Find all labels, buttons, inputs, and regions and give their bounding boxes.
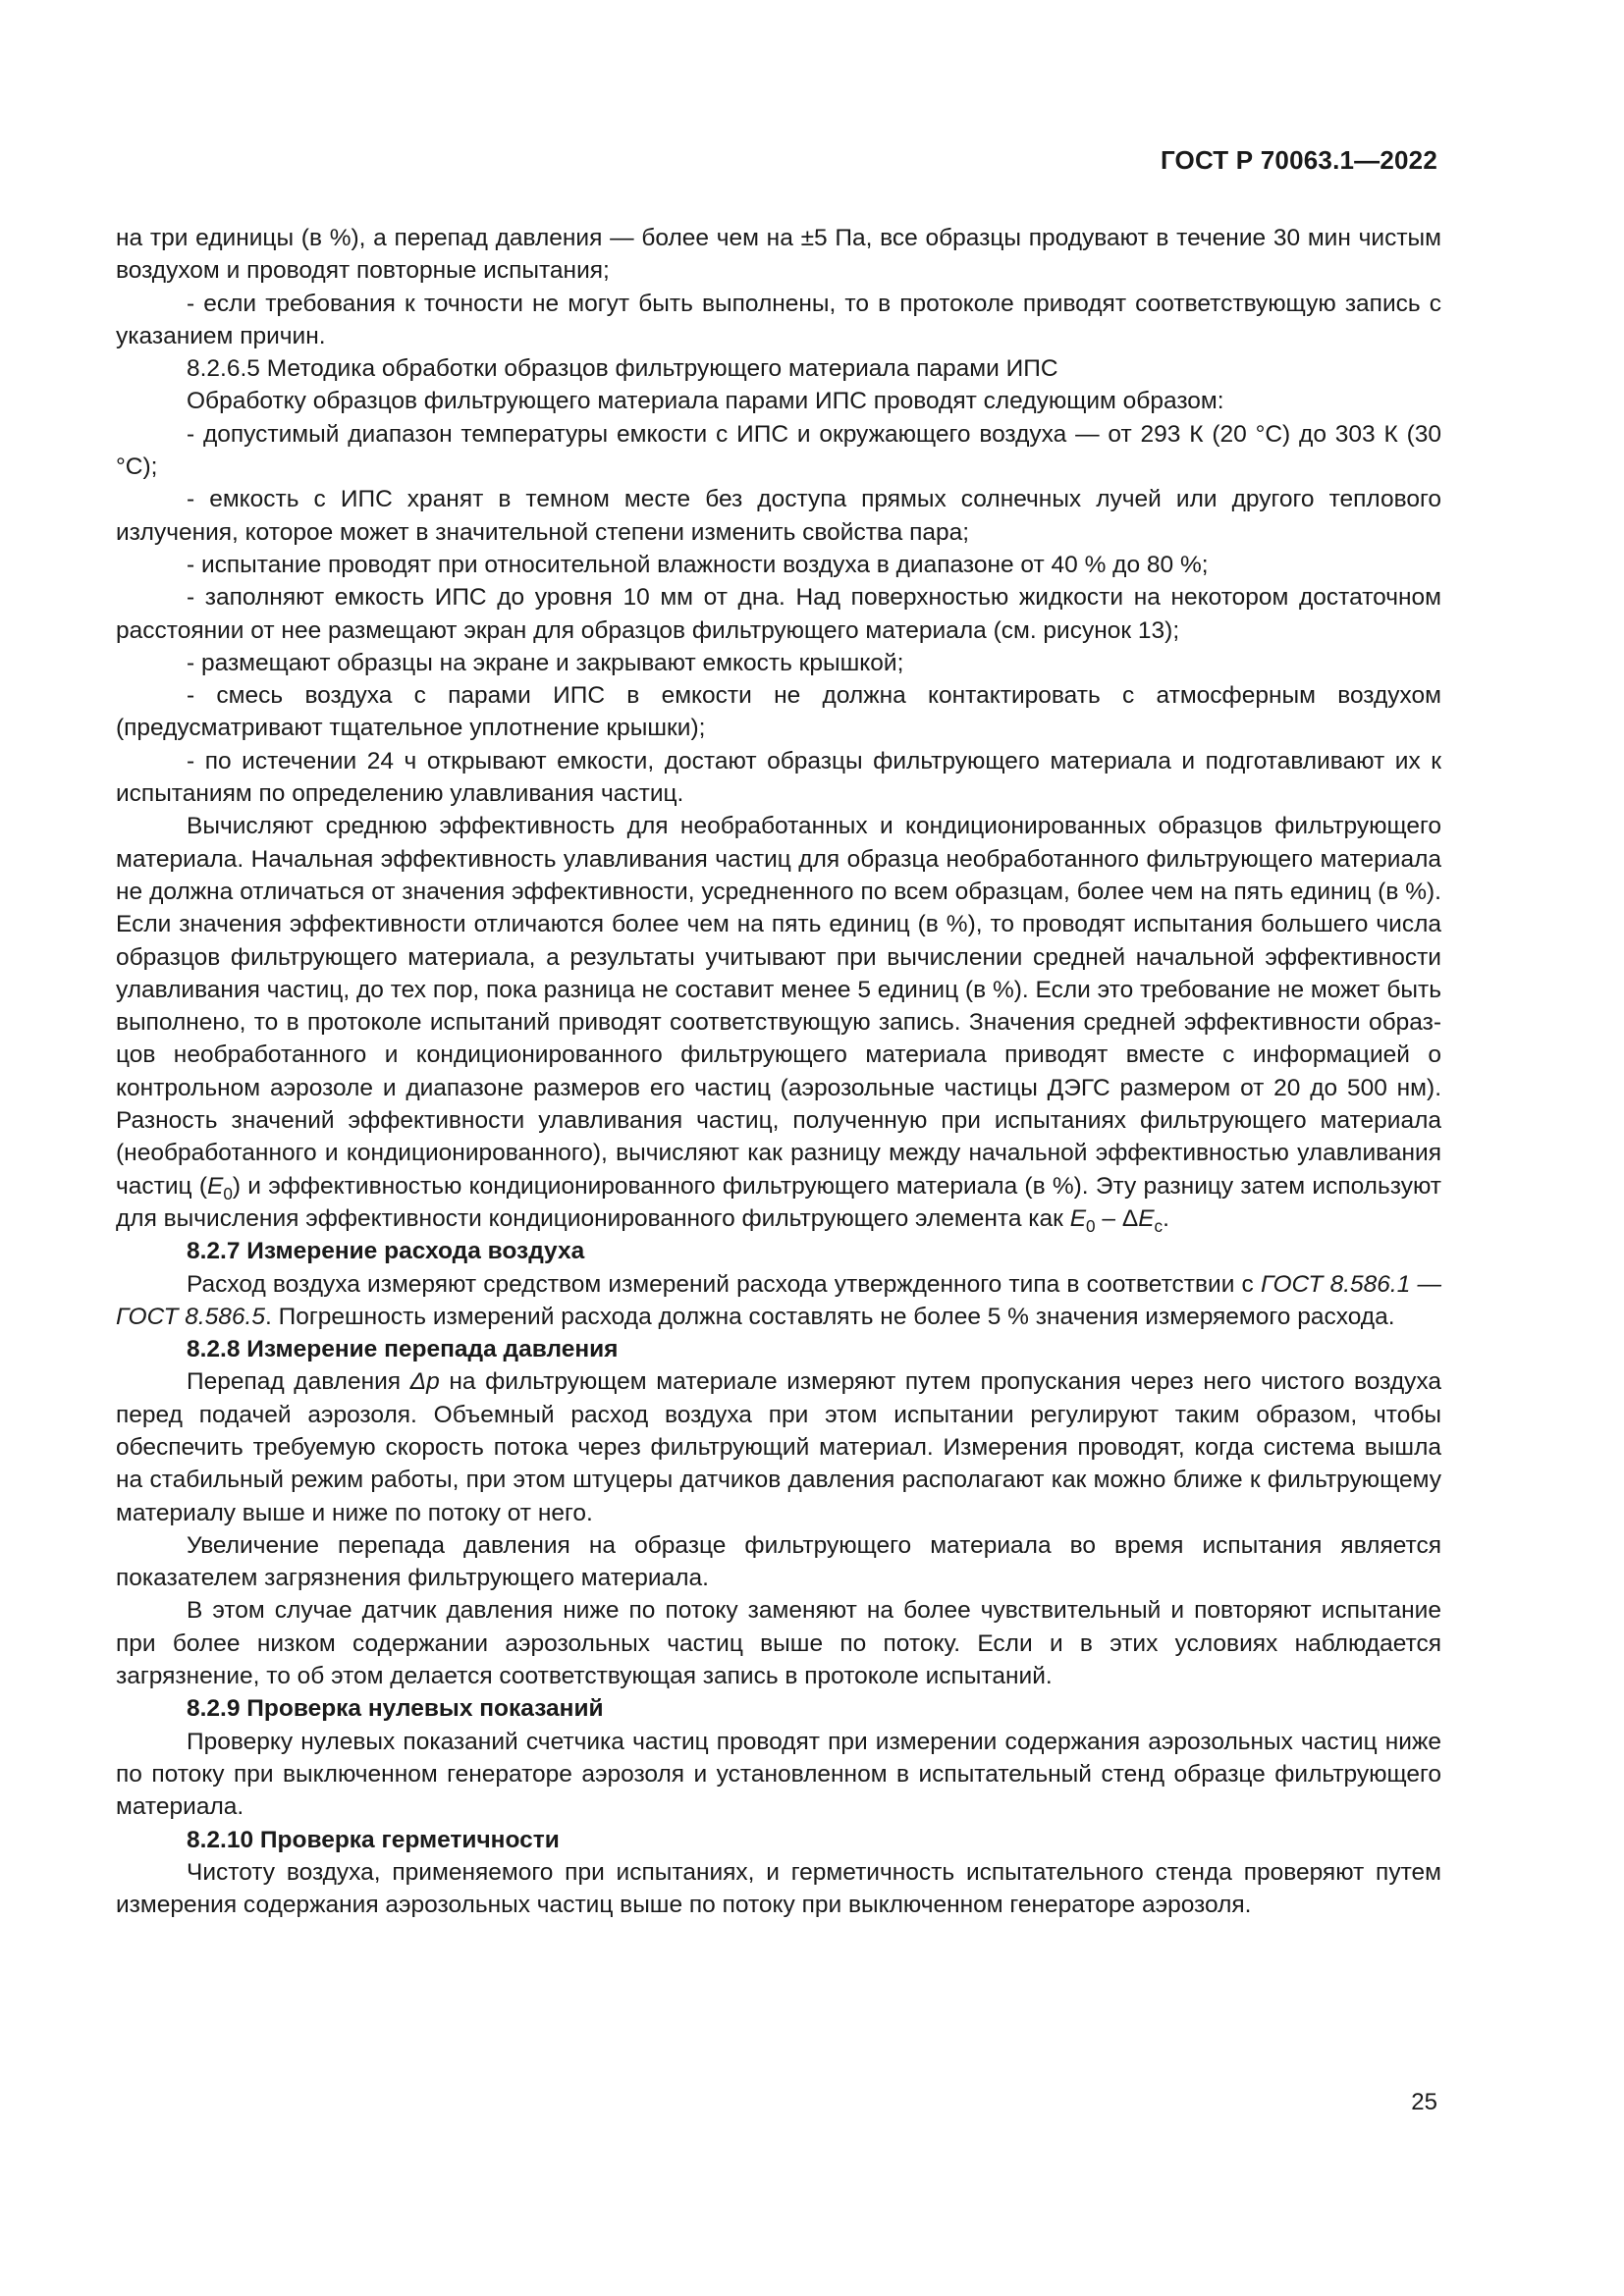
paragraph: - по истечении 24 ч открывают емкости, достают образцы фильтрующего материала и подготавливают их к испытаниям по определению улавливания частиц. — [116, 747, 1441, 808]
standard-reference: ГОСТ 8.586.1 — ГОСТ 8.586.5 — [116, 1270, 1441, 1330]
section-heading: 8.2.7 Измерение расхода воздуха — [187, 1238, 585, 1265]
paragraph: 8.2.6.5 Методика обработки образцов фильтрующего материала парами ИПС — [187, 355, 1058, 383]
paragraph: - если требования к точности не могут быть выполнены, то в протоколе приводят соответствующую запись с указанием причин. — [116, 290, 1441, 349]
paragraph: В этом случае датчик давления ниже по потоку заменяют на более чувствительный и повторяют испытание при более низком содержании аэрозольных частиц выше по потоку. Если и в этих условиях наблюдается загрязнение, то об этом делается соответствующая запись в протоколе испытаний. — [116, 1597, 1441, 1690]
symbol-e: E — [1138, 1204, 1155, 1232]
section-heading: 8.2.10 Проверка герметичности — [187, 1826, 560, 1853]
text-run: на фильтрующем материале измеряют путем пропускания через него чистого воздуха перед подачей аэрозоля. Объемный расход воздуха при этом испытании регулируют таким образом, чтобы обеспечить требуемую скорость потока через фильтрующий материал. Измерения проводят, когда система вышла на стабильный режим работы, при этом штуцеры датчиков давления располагают как можно ближе к фильтрующему материалу выше и ниже по потоку от него. — [116, 1368, 1441, 1526]
text-run: Расход воздуха измеряют средством измерений расхода утвержденного типа в соответствии с — [187, 1270, 1261, 1298]
text-run: ) и эффективностью кондиционированного фильтрующего материала (в %). Эту разницу затем используют для вычисления эффективности кондиционированного фильтрующего элемента как — [116, 1172, 1442, 1232]
formula-operator: – Δ — [1095, 1204, 1139, 1232]
document-body — [116, 222, 1441, 1921]
subscript: 0 — [1086, 1215, 1096, 1236]
paragraph: - смесь воздуха с парами ИПС в емкости не должна контактировать с атмосферным воздухом (предусматривают тщательное уплотнение крышки); — [116, 682, 1441, 742]
section-heading: 8.2.9 Проверка нулевых показаний — [187, 1695, 604, 1723]
symbol-e: E — [1069, 1204, 1087, 1232]
page-number: 25 — [1411, 2089, 1437, 2115]
paragraph-airflow — [116, 1268, 1441, 1334]
paragraph-pressure — [116, 1365, 1441, 1528]
paragraph: - допустимый диапазон температуры емкости с ИПС и окружающего воздуха — от 293 К (20 °С) до 303 К (30 °С); — [116, 420, 1441, 481]
symbol-e: E — [207, 1172, 224, 1200]
paragraph: - емкость с ИПС хранят в темном месте без доступа прямых солнечных лучей или другого теплового излучения, которое может в значительной степени изменить свойства пара; — [116, 486, 1441, 546]
paragraph: Увеличение перепада давления на образце фильтрующего материала во время испытания является показателем загрязнения фильтрующего материала. — [116, 1531, 1441, 1592]
subscript: c — [1154, 1215, 1164, 1236]
paragraph: Проверку нулевых показаний счетчика частиц проводят при измерении содержания аэрозольных частиц ниже по потоку при выключенном генераторе аэрозоля и установленном в испытательный стенд образце фильтрующего материала. — [116, 1728, 1441, 1821]
text-run: . — [1163, 1204, 1169, 1232]
paragraph: - заполняют емкость ИПС до уровня 10 мм от дна. Над поверхностью жидкости на некотором достаточном расстоянии от нее размещают экран для образцов фильтрующего материала (см. рисунок 13); — [116, 584, 1441, 644]
paragraph: Обработку образцов фильтрующего материала парами ИПС проводят следующим образом: — [187, 388, 1224, 415]
symbol-delta-p: Δp — [409, 1368, 440, 1396]
paragraph: Чистоту воздуха, применяемого при испытаниях, и герметичность испытательного стенда проверяют путем измерения содержания аэрозольных частиц выше по потоку при выключенном генераторе аэрозоля. — [116, 1858, 1441, 1919]
paragraph-efficiency — [116, 810, 1441, 1235]
text-run: Вычисляют среднюю эффективность для необработанных и кондиционированных образцов фильтрующего материала. Начальная эффективность улавливания частиц для образца необработанного фильтрующего материала не должна отличаться от значения эффективности, усредненного по всем образцам, более чем на пять единиц (в %). Если значения эффективности отличаются более чем на пять единиц (в %), то проводят испытания большего числа образцов фильтрующего материала, а результаты учитывают при вычислении средней начальной эффективности улавливания частиц, до тех пор, пока разница не составит менее 5 единиц (в %). Если это требование не может быть выполнено, то в протоколе испытаний приводят соответствующую запись. Значения средней эффективности образцов необработанного и кондиционированного фильтрующего материала приводят вместе с информацией о контрольном аэрозоле и диапазоне размеров его частиц (аэрозольные частицы ДЭГС размером от 20 до 500 нм). Разность значений эффективности улавливания частиц, полученную при испытаниях фильтрующего материала (необработанного и кондиционированного), вычисляют как разницу между начальной эффективностью улавливания частиц ( — [116, 813, 1441, 1200]
paragraph: на три единицы (в %), а перепад давления — более чем на ±5 Па, все образцы продувают в течение 30 мин чистым воздухом и проводят повторные испытания; — [116, 225, 1441, 285]
subscript: 0 — [223, 1183, 233, 1203]
text-run: . Погрешность измерений расхода должна составлять не более 5 % значения измеряемого расхода. — [264, 1303, 1395, 1330]
section-heading: 8.2.8 Измерение перепада давления — [187, 1336, 619, 1363]
text-run: Перепад давления — [187, 1368, 410, 1396]
paragraph: - испытание проводят при относительной влажности воздуха в диапазоне от 40 % до 80 %; — [187, 551, 1209, 578]
paragraph: - размещают образцы на экране и закрывают емкость крышкой; — [187, 649, 904, 676]
document-code: ГОСТ Р 70063.1—2022 — [1160, 145, 1437, 175]
